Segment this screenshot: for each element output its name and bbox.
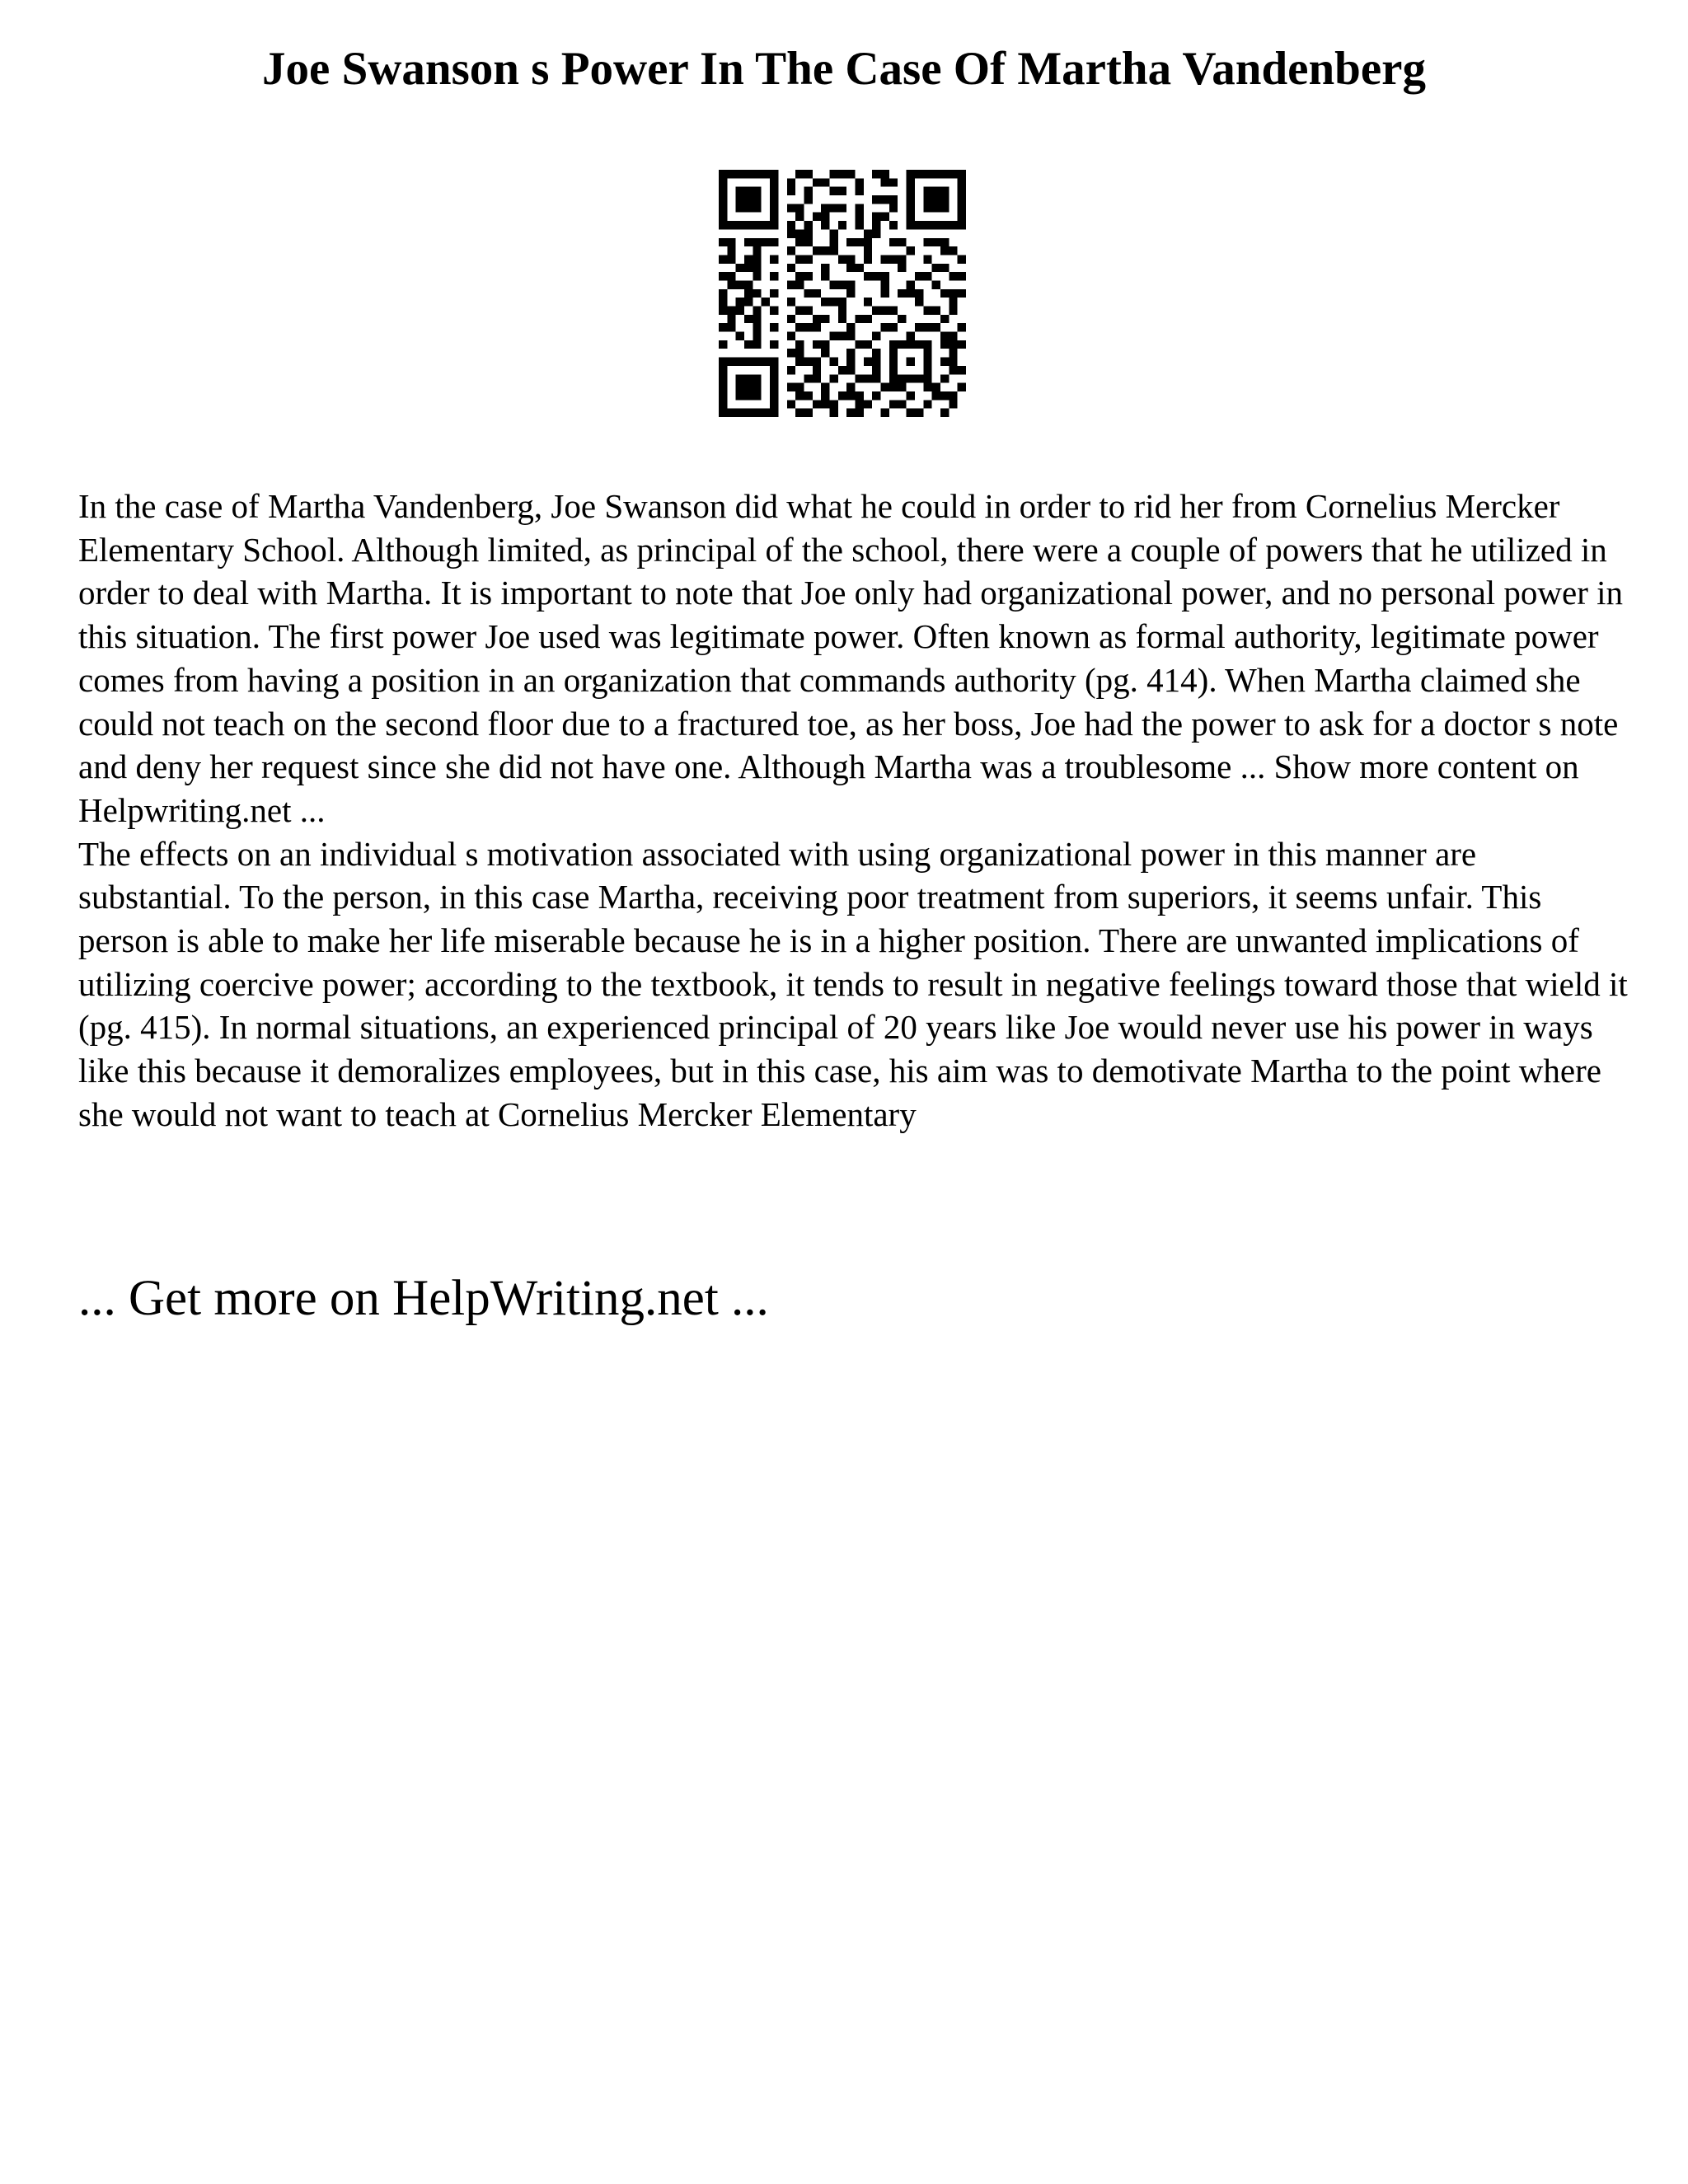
qr-code-icon[interactable]	[719, 170, 966, 417]
document-body	[78, 485, 1628, 1137]
paragraph: In the case of Martha Vandenberg, Joe Swanson did what he could in order to rid her from Cornelius Mercker Elementary School. Although limited, as principal of the school, there were a couple of powers that he utilized in order to deal with Martha. It is important to note that Joe only had organizational power, and no personal power in this situation. The first power Joe used was legitimate power. Often known as formal authority, legitimate power comes from having a position in an organization that commands authority (pg. 414). When Martha claimed she could not teach on the second floor due to a fractured toe, as her boss, Joe had the power to ask for a doctor s note and deny her request since she did not have one. Although Martha was a troublesome ... Show more content on Helpwriting.net ...	[78, 487, 1624, 829]
document-title: Joe Swanson s Power In The Case Of Martha Vandenberg	[262, 43, 1426, 95]
get-more-link[interactable]: ... Get more on HelpWriting.net ...	[78, 1271, 769, 1326]
paragraph: The effects on an individual s motivation associated with using organizational power in this manner are substantial. To the person, in this case Martha, receiving poor treatment from superiors, it seems unfair. This person is able to make her life miserable because he is in a higher position. There are unwanted implications of utilizing coercive power; according to the textbook, it tends to result in negative feelings toward those that wield it (pg. 415). In normal situations, an experienced principal of 20 years like Joe would never use his power in ways like this because it demoralizes employees, but in this case, his aim was to demotivate Martha to the point where she would not want to teach at Cornelius Mercker Elementary	[78, 834, 1628, 1133]
